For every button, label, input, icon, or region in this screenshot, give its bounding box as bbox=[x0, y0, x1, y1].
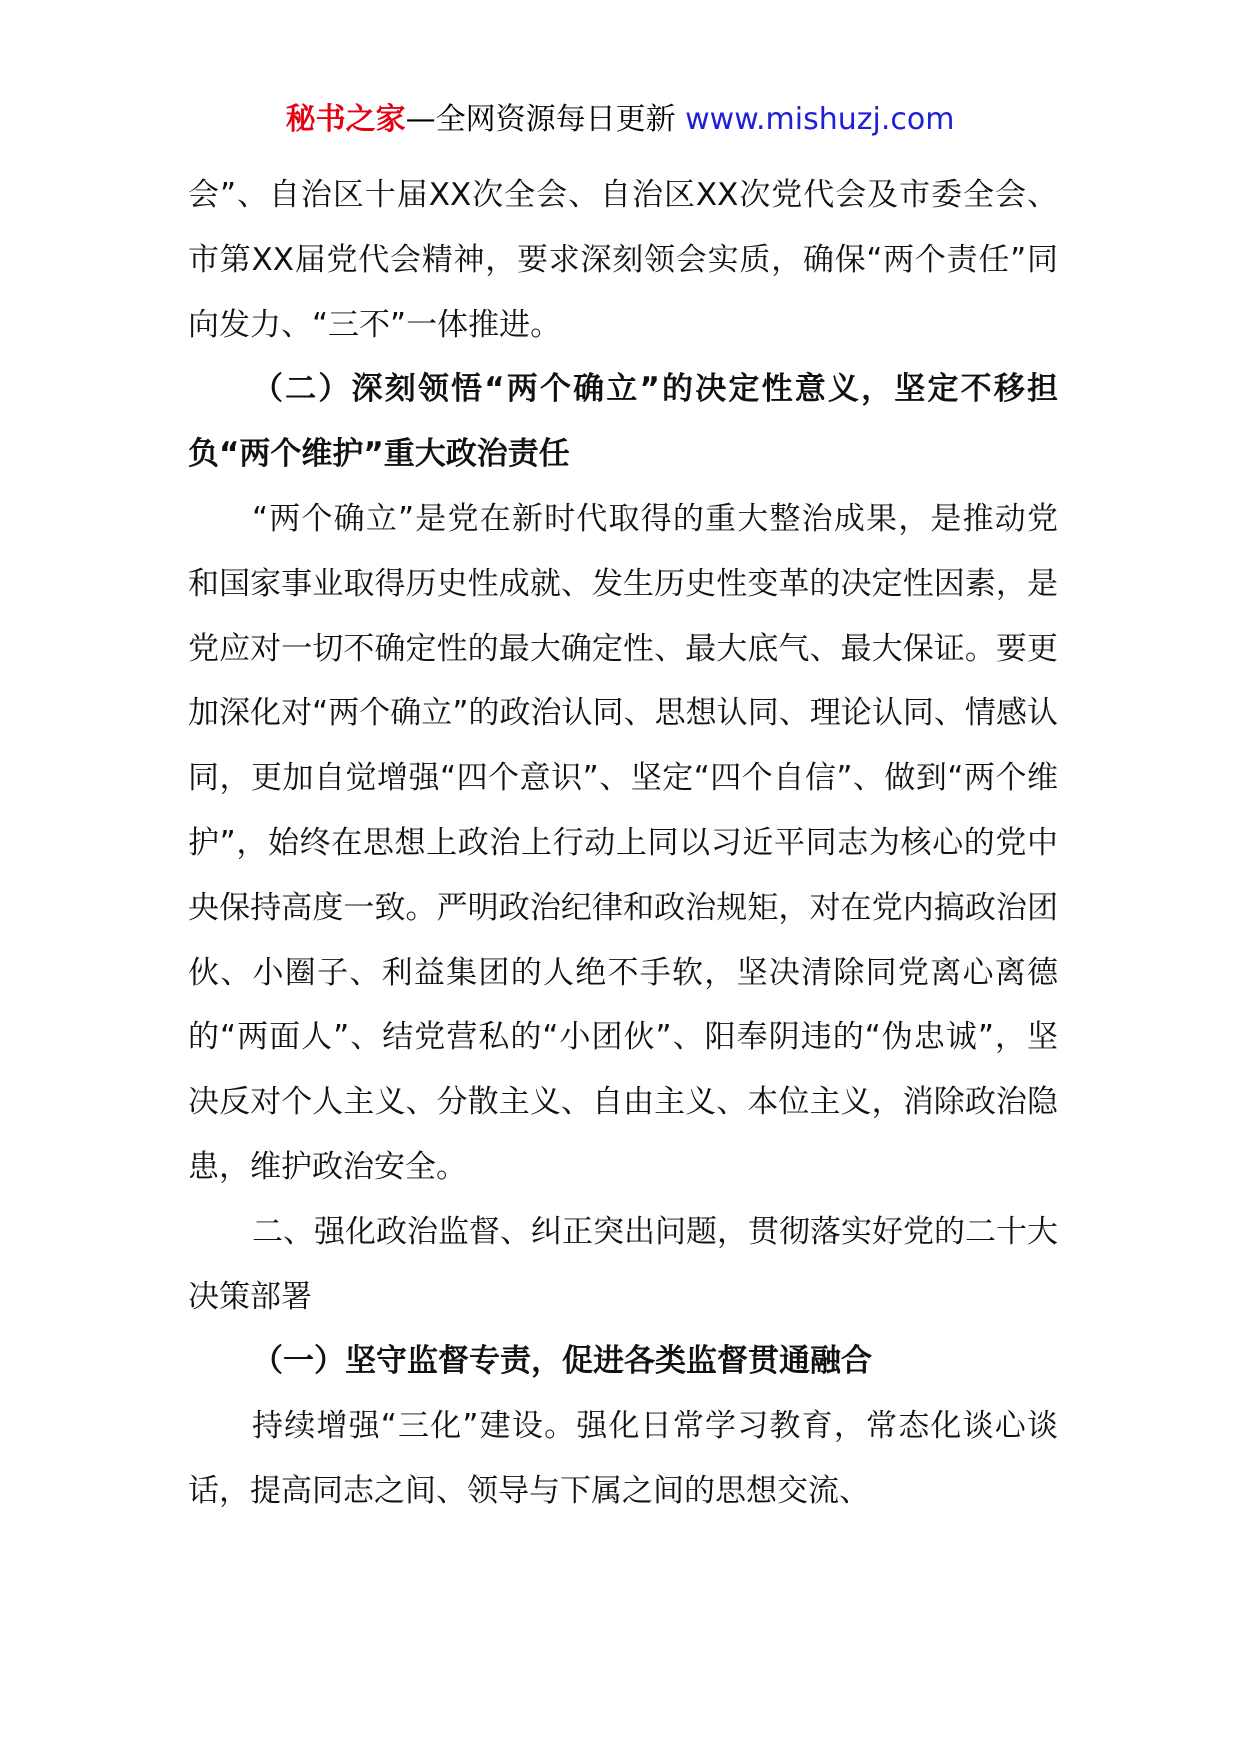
paragraph-continued: 会”、自治区十届XX次全会、自治区XX次党代会及市委全会、市第XX届党代会精神，要求深刻领会实质，确保“两个责任”同向发力、“三不”一体推进。 bbox=[188, 177, 1058, 343]
header-url-link[interactable]: www.mishuzj.com bbox=[685, 102, 955, 137]
header-slogan: —全网资源每日更新 bbox=[405, 102, 686, 137]
page-header bbox=[0, 98, 1240, 142]
header-brand: 秘书之家 bbox=[285, 102, 406, 137]
subheading-two: （二）深刻领悟“两个确立”的决定性意义，坚定不移担负“两个维护”重大政治责任 bbox=[188, 371, 1058, 473]
paragraph-three-construction: 持续增强“三化”建设。强化日常学习教育，常态化谈心谈话，提高同志之间、领导与下属之间的思想交流、 bbox=[188, 1408, 1058, 1509]
subheading-one: （一）坚守监督专责，促进各类监督贯通融合 bbox=[252, 1343, 872, 1380]
paragraph-two-establishments: “两个确立”是党在新时代取得的重大整治成果，是推动党和国家事业取得历史性成就、发生历史性变革的决定性因素，是党应对一切不确定性的最大确定性、最大底气、最大保证。要更加深化对“两个确立”的政治认同、思想认同、理论认同、情感认同，更加自觉增强“四个意识”、坚定“四个自信”、做到“两个维护”，始终在思想上政治上行动上同以习近平同志为核心的党中央保持高度一致。严明政治纪律和政治规矩，对在党内搞政治团伙、小圈子、利益集团的人绝不手软，坚决清除同党离心离德的“两面人”、结党营私的“小团伙”、阳奉阴违的“伪忠诚”，坚决反对个人主义、分散主义、自由主义、本位主义，消除政治隐患，维护政治安全。 bbox=[188, 500, 1058, 1185]
section-heading-two: 二、强化政治监督、纠正突出问题，贯彻落实好党的二十大决策部署 bbox=[188, 1213, 1058, 1315]
document-body bbox=[188, 163, 1058, 1524]
